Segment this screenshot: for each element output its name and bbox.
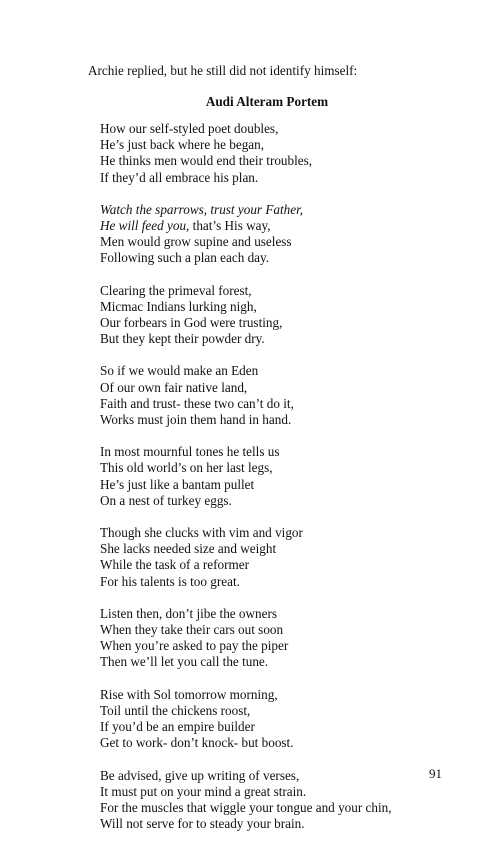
stanza	[100, 363, 490, 428]
poem-line: He’s just back where he began,	[100, 137, 265, 153]
stanza	[100, 121, 490, 186]
poem-line: Then we’ll let you call the tune.	[100, 654, 269, 670]
poem-line	[100, 202, 490, 218]
stanza	[100, 202, 490, 267]
page-number: 91	[429, 766, 442, 781]
poem-line: Faith and trust- these two can’t do it,	[100, 395, 294, 411]
poem-line: Though she clucks with vim and vigor	[100, 525, 303, 541]
poem-line: Clearing the primeval forest,	[100, 282, 252, 298]
poem-line: Rise with Sol tomorrow morning,	[100, 686, 278, 702]
poem-line: Following such a plan each day.	[100, 250, 270, 266]
poem-line: Listen then, don’t jibe the owners	[100, 605, 278, 621]
poem-line: But they kept their powder dry.	[100, 331, 265, 347]
intro-text: Archie replied, but he still did not identify himself:	[88, 63, 358, 78]
poem-line: This old world’s on her last legs,	[100, 460, 273, 476]
poem-line: He’s just like a bantam pullet	[100, 476, 255, 492]
poem-line-italic: Watch the sparrows, trust your Father,	[100, 201, 304, 217]
poem-line: How our self-styled poet doubles,	[100, 121, 279, 136]
poem-line: When they take their cars out soon	[100, 622, 284, 638]
poem-line: Get to work- don’t knock- but boost.	[100, 735, 294, 751]
poem-line: While the task of a reformer	[100, 557, 250, 573]
poem-line: If they’d all embrace his plan.	[100, 169, 259, 185]
poem-line: She lacks needed size and weight	[100, 541, 277, 557]
poem-line: On a nest of turkey eggs.	[100, 492, 232, 508]
poem-line	[100, 218, 490, 234]
stanza	[100, 283, 490, 348]
poem-body	[100, 121, 490, 848]
stanza	[100, 444, 490, 509]
poem-line: So if we would make an Eden	[100, 363, 259, 379]
stanza	[100, 525, 490, 590]
poem-line: It must put on your mind a great strain.	[100, 783, 307, 799]
poem-line: Micmac Indians lurking nigh,	[100, 298, 257, 314]
stanza	[100, 687, 490, 752]
poem-line: Works must join them hand in hand.	[100, 412, 292, 428]
poem-line: Toil until the chickens roost,	[100, 702, 251, 718]
poem-line: Of our own fair native land,	[100, 379, 248, 395]
poem-line: He thinks men would end their troubles,	[100, 153, 313, 169]
poem-line-italic: He will feed you,	[100, 218, 190, 234]
poem-line-rest: that’s His way,	[189, 218, 271, 234]
poem-line: For his talents is too great.	[100, 573, 240, 589]
poem-line: In most mournful tones he tells us	[100, 444, 280, 460]
poem-line: Be advised, give up writing of verses,	[100, 767, 300, 783]
poem-title: Audi Alteram Portem	[205, 94, 329, 109]
stanza	[100, 606, 490, 671]
poem-line: For the muscles that wiggle your tongue and your chin,	[100, 799, 392, 815]
poem-line: Will not serve for to steady your brain.	[100, 816, 305, 832]
poem-line: Men would grow supine and useless	[100, 234, 292, 250]
poem-line: Our forbears in God were trusting,	[100, 315, 283, 331]
poem-line: When you’re asked to pay the piper	[100, 638, 289, 654]
poem-line: If you’d be an empire builder	[100, 719, 255, 735]
